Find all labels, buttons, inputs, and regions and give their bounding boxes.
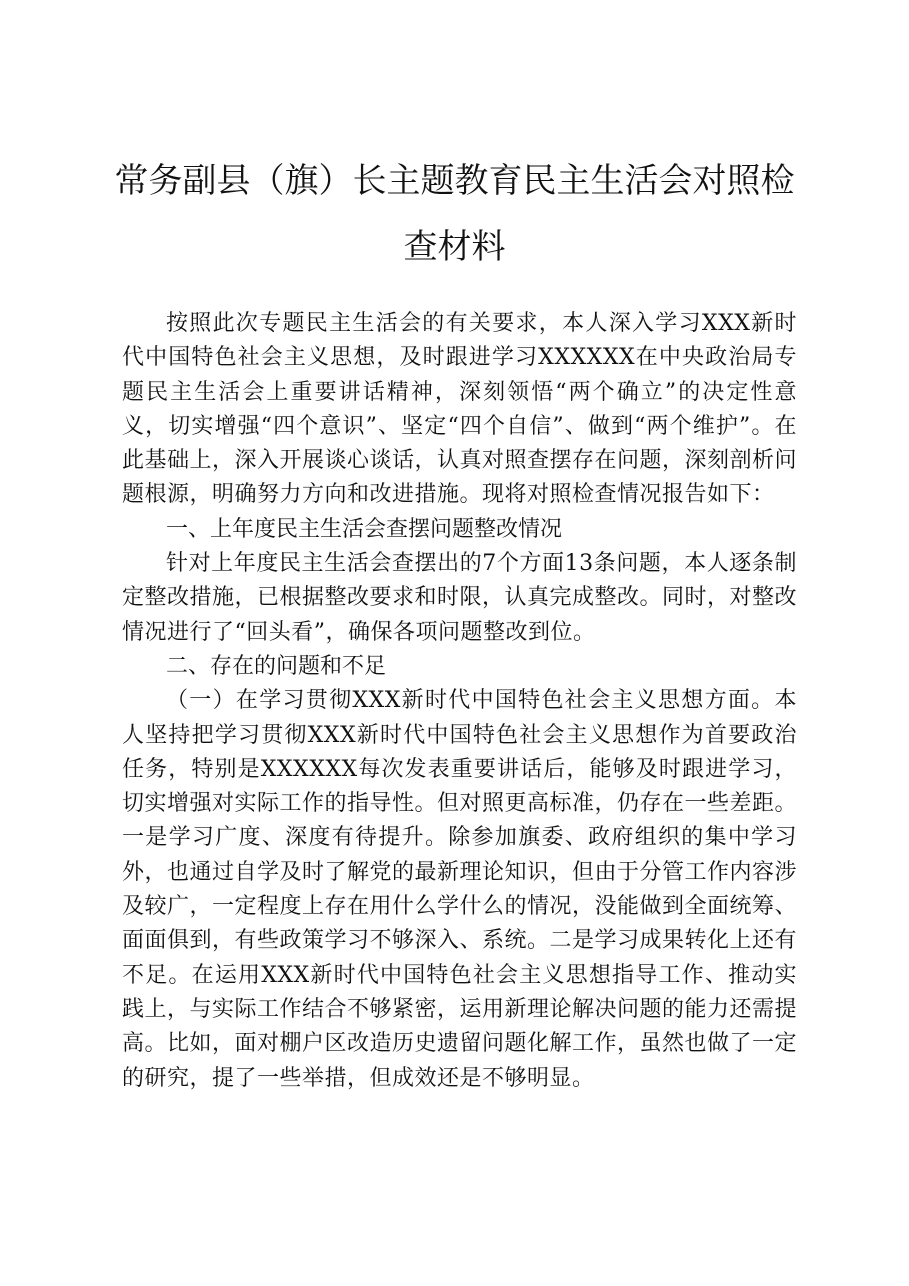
document-title-line1: 常务副县（旗）长主题教育民主生活会对照检 [114,161,795,201]
section1-heading: 一、上年度民主生活会查摆问题整改情况 [166,516,563,542]
section1-paragraph: 针对上年度民主生活会查摆出的7个方面13条问题，本人逐条制定整改措施，已根据整改要求和时限，认真完成整改。同时，对整改情况进行了“回头看”，确保各项问题整改到位。 [122,551,798,645]
document-body [122,307,797,1096]
subsection1-body: 本人坚持把学习贯彻XXX新时代中国特色社会主义思想作为首要政治任务，特别是XXXXXX每次发表重要讲话后，能够及时跟进学习，切实增强对实际工作的指导性。但对照更高标准，仍存在一些差距。一是学习广度、深度有待提升。除参加旗委、政府组织的集中学习外，也通过自学及时了解党的最新理论知识，但由于分管工作内容涉及较广，一定程度上存在用什么学什么的情况，没能做到全面统筹、面面俱到，有些政策学习不够深入、系统。二是学习成果转化上还有不足。在运用XXX新时代中国特色社会主义思想指导工作、推动实践上，与实际工作结合不够紧密，运用新理论解决问题的能力还需提高。比如，面对棚户区改造历史遗留问题化解工作，虽然也做了一定的研究，提了一些举措，但成效还是不够明显。 [122,688,798,1091]
subsection1-paragraph [122,684,797,1096]
document-title-line2: 查材料 [403,227,506,267]
subsection1-heading: （一）在学习贯彻XXX新时代中国特色社会主义思想方面。 [166,688,775,714]
section2-heading: 二、存在的问题和不足 [166,653,387,679]
intro-paragraph: 按照此次专题民主生活会的有关要求，本人深入学习XXX新时代中国特色社会主义思想，及时跟进学习XXXXXX在中央政治局专题民主生活会上重要讲话精神，深刻领悟“两个确立”的决定性意义，切实增强“四个意识”、坚定“四个自信”、做到“两个维护”。在此基础上，深入开展谈心谈话，认真对照查摆存在问题，深刻剖析问题根源，明确努力方向和改进措施。现将对照检查情况报告如下： [122,311,798,508]
